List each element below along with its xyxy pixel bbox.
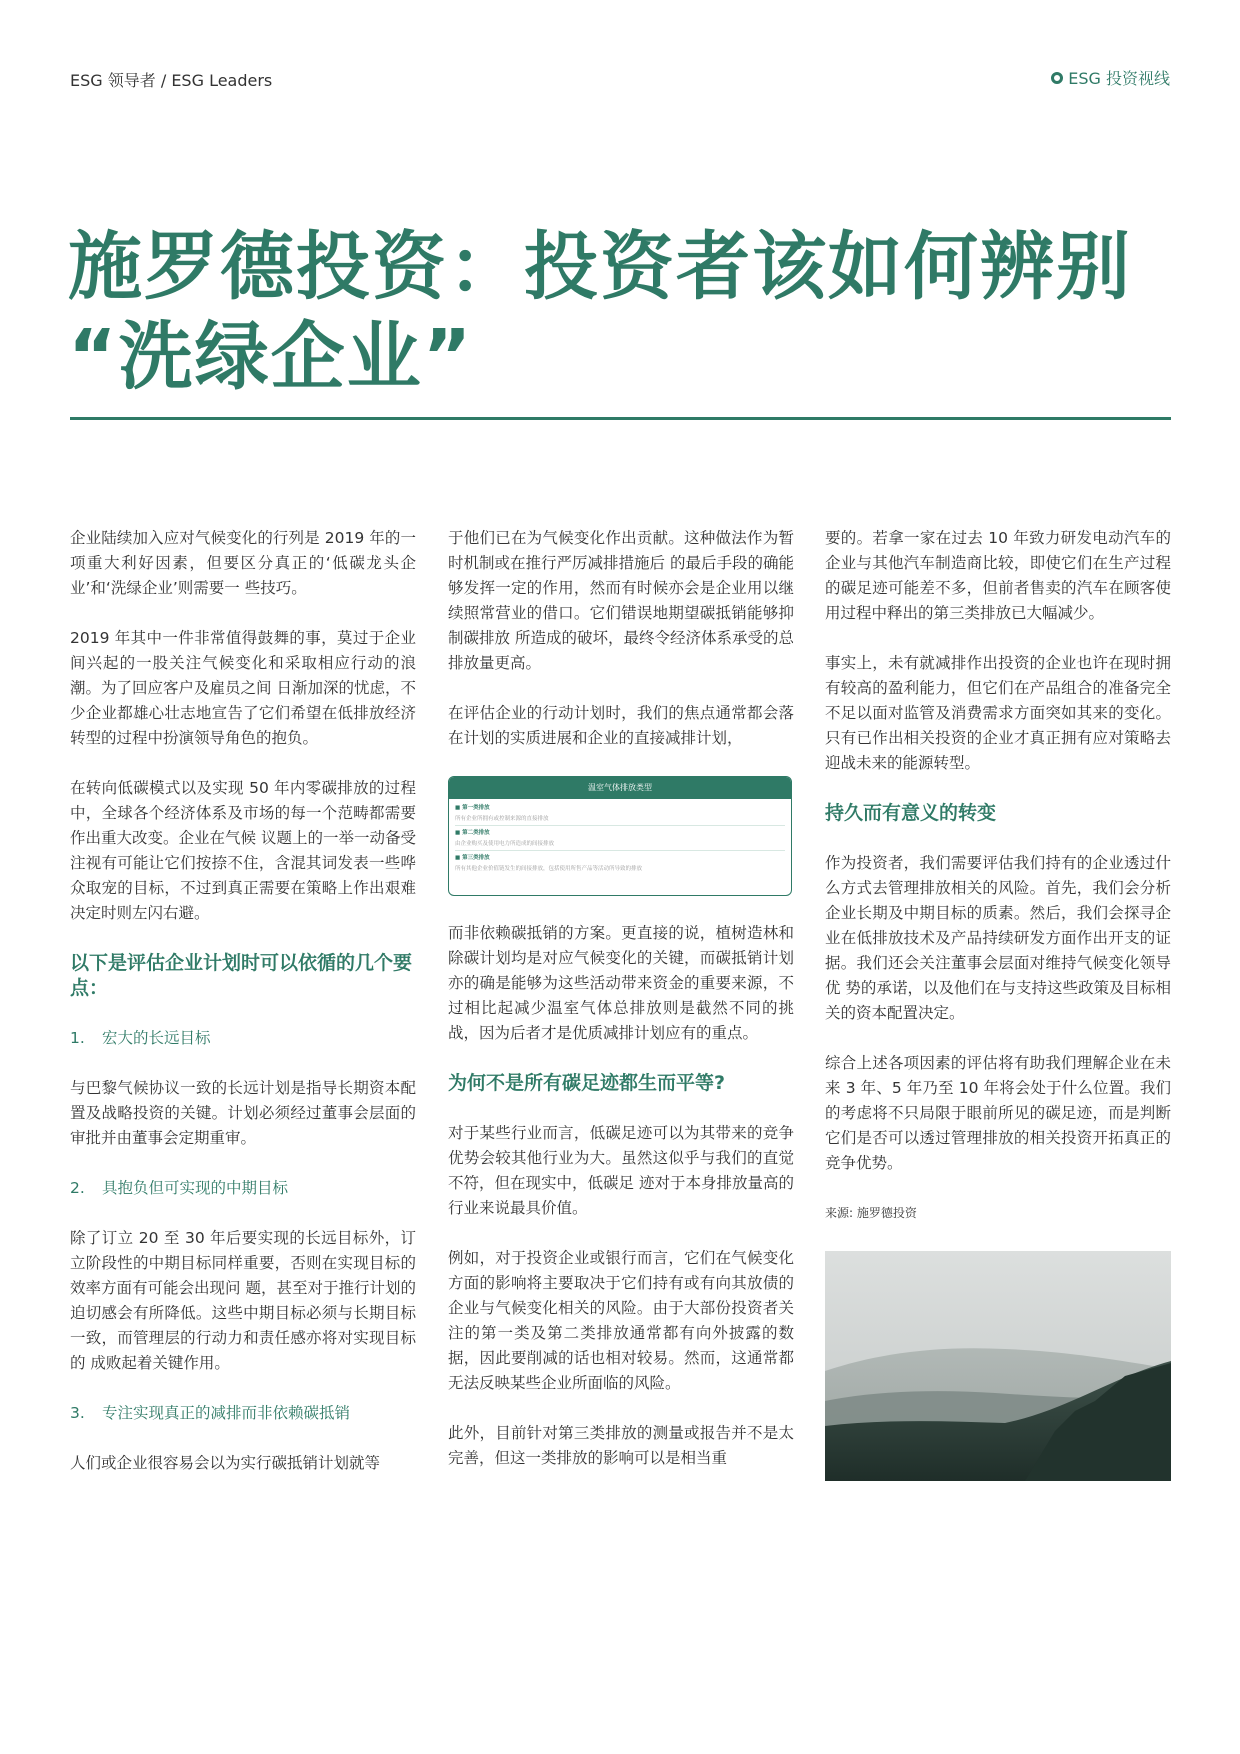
paragraph: 2019 年其中一件非常值得鼓舞的事，莫过于企业间兴起的一股关注气候变化和采取相应行动的浪潮。为了回应客户及雇员之间 日渐加深的忧虑，不少企业都雄心壮志地宣告了它们希望在低排放经济转型的过程中扮演领导角色的抱负。 — [70, 629, 416, 747]
paragraph: 对于某些行业而言，低碳足迹可以为其带来的竞争优势会较其他行业为大。虽然这似乎与我们的直觉不符，但在现实中，低碳足 迹对于本身排放量高的行业来说最具价值。 — [448, 1124, 794, 1217]
running-head-left: ESG 领导者 / ESG Leaders — [70, 71, 273, 90]
scope-label: ■ 第三类排放 — [455, 855, 490, 861]
paragraph: 在转向低碳模式以及实现 50 年内零碳排放的过程中，全球各个经济体系及市场的每一个范畴都需要作出重大改变。企业在气候 议题上的一举一动备受注视有可能让它们按捺不住，含混其词发表一些哗众取宠的目标，不过到真正需要在策略上作出艰难决定时则左闪右避。 — [70, 779, 416, 922]
scope-label: ■ 第一类排放 — [455, 805, 490, 811]
running-head-right-label: ESG 投资视线 — [1068, 69, 1170, 88]
title-line-1: 施罗德投资：投资者该如何辨别 — [68, 224, 1132, 310]
point-label: 宏大的长远目标 — [102, 1029, 211, 1047]
section-heading: 以下是评估企业计划时可以依循的几个要点： — [70, 952, 413, 999]
paragraph: 例如，对于投资企业或银行而言，它们在气候变化方面的影响将主要取决于它们持有或有向其放债的企业与气候变化相关的风险。由于大部份投资者关注的第一类及第二类排放通常都有向外披露的数据，因此要削减的话也相对较易。然而，这通常都无法反映某些企业所面临的风险。 — [448, 1249, 794, 1392]
paragraph: 要的。若拿一家在过去 10 年致力研发电动汽车的企业与其他汽车制造商比较，即使它们在生产过程的碳足迹可能差不多，但前者售卖的汽车在顾客使用过程中释出的第三类排放已大幅减少。 — [825, 529, 1171, 622]
column-1 — [70, 526, 416, 1501]
scope-description: 所有其他企业价值链发生的间接排放，包括使用所售产品等活动所导致的排放 — [455, 866, 643, 872]
running-head-right — [1051, 66, 1170, 89]
paragraph: 企业陆续加入应对气候变化的行列是 2019 年的一项重大利好因素，但要区分真正的‘低碳龙头企业’和‘洗绿企业’则需要一 些技巧。 — [70, 529, 416, 597]
emission-types-box — [448, 776, 792, 896]
paragraph: 作为投资者，我们需要评估我们持有的企业透过什么方式去管理排放相关的风险。首先，我们会分析企业长期及中期目标的质素。然后，我们会探寻企业在低排放技术及产品持续研发方面作出开支的证据。我们还会关注董事会层面对维持气候变化领导优 势的承诺，以及他们在与支持这些政策及目标相关的资本配置决定。 — [825, 854, 1171, 1022]
paragraph: 人们或企业很容易会以为实行碳抵销计划就等 — [70, 1454, 381, 1472]
column-3 — [825, 526, 1171, 1481]
paragraph: 在评估企业的行动计划时，我们的焦点通常都会落在计划的实质进展和企业的直接减排计划， — [448, 704, 794, 747]
infobox-body — [449, 799, 791, 881]
paragraph: 除了订立 20 至 30 年后要实现的长远目标外，订立阶段性的中期目标同样重要，否则在实现目标的效率方面有可能会出现问 题，甚至对于推行计划的迫切感会有所降低。这些中期目标必须与长期目标一致，而管理层的行动力和责任感亦将对实现目标的 成败起着关键作用。 — [70, 1229, 416, 1372]
point-heading-3 — [70, 1401, 416, 1426]
misty-forest-image — [825, 1251, 1171, 1481]
paragraph: 与巴黎气候协议一致的长远计划是指导长期资本配置及战略投资的关键。计划必须经过董事会层面的审批并由董事会定期重审。 — [70, 1079, 416, 1147]
column-2 — [448, 526, 794, 1496]
point-label: 专注实现真正的减排而非依赖碳抵销 — [102, 1404, 351, 1422]
paragraph: 于他们已在为气候变化作出贡献。这种做法作为暂时机制或在推行严厉减排措施后 的最后手段的确能够发挥一定的作用，然而有时候亦会是企业用以继续照常营业的借口。它们错误地期望碳抵销能够抑制碳排放 所造成的破坏，最终令经济体系承受的总排放量更高。 — [448, 529, 794, 672]
title-rule — [70, 417, 1171, 420]
point-heading-2 — [70, 1176, 416, 1201]
infobox-title: 温室气体排放类型 — [449, 777, 791, 799]
point-heading-1 — [70, 1026, 416, 1051]
paragraph: 而非依赖碳抵销的方案。更直接的说，植树造林和除碳计划均是对应气候变化的关键，而碳抵销计划亦的确是能够为这些活动带来资金的重要来源，不过相比起减少温室气体总排放则是截然不同的挑战，因为后者才是优质减排计划应有的重点。 — [448, 924, 794, 1042]
title-line-2: “洗绿企业” — [68, 314, 474, 400]
scope-label: ■ 第二类排放 — [455, 830, 490, 836]
article-title — [68, 222, 1178, 402]
paragraph: 此外，目前针对第三类排放的测量或报告并不是太完善，但这一类排放的影响可以是相当重 — [448, 1424, 794, 1467]
point-number: 1. — [70, 1029, 85, 1047]
scope-description: 所有企业所拥有或控制来源的直接排放 — [455, 814, 785, 826]
paragraph: 事实上，未有就减排作出投资的企业也许在现时拥有较高的盈利能力，但它们在产品组合的准备完全不足以面对监管及消费需求方面突如其来的变化。只有已作出相关投资的企业才真正拥有应对策略去迎战未来的能源转型。 — [825, 654, 1171, 772]
point-number: 2. — [70, 1179, 85, 1197]
source-note: 来源: 施罗德投资 — [825, 1206, 917, 1220]
point-label: 具抱负但可实现的中期目标 — [102, 1179, 289, 1197]
scope-description: 由企业购买及使用电力所造成的间接排放 — [455, 839, 785, 851]
forest-photo — [825, 1251, 1171, 1481]
paragraph: 综合上述各项因素的评估将有助我们理解企业在未来 3 年、5 年乃至 10 年将会处于什么位置。我们的考虑将不只局限于眼前所见的碳足迹，而是判断它们是否可以透过管理排放的相关投资开拓真正的竞争优势。 — [825, 1054, 1171, 1172]
section-heading: 为何不是所有碳足迹都生而平等? — [448, 1072, 726, 1094]
ring-icon — [1051, 72, 1063, 84]
point-number: 3. — [70, 1404, 85, 1422]
section-heading: 持久而有意义的转变 — [825, 802, 997, 824]
